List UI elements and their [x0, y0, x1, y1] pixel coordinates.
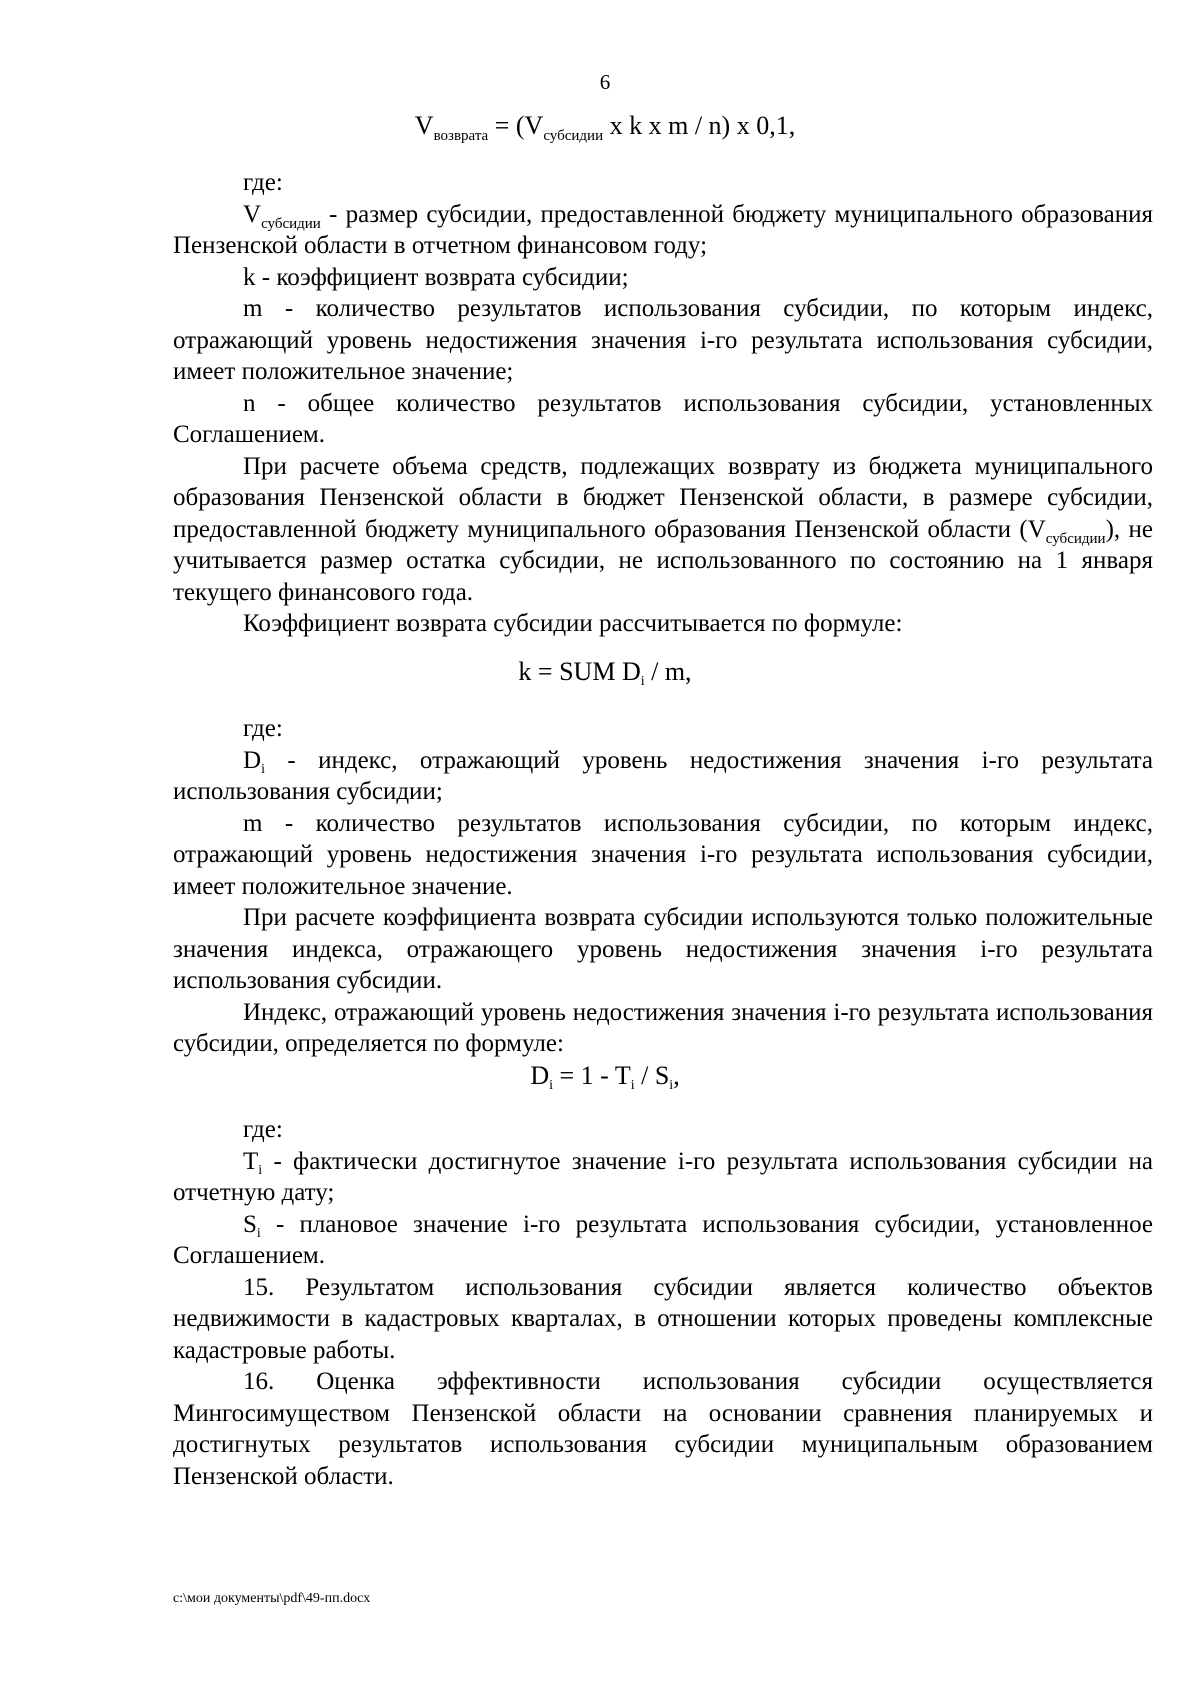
formula-d: Di = 1 - Ti / Si,	[530, 1061, 680, 1093]
formula-k: k = SUM Di / m,	[518, 657, 692, 689]
where-label: где:	[243, 715, 283, 742]
paragraph-index-intro: Индекс, отражающий уровень недостижения значения i-го результата использования субсидии, определяется по формуле:	[173, 998, 1153, 1057]
def-m-2: m - количество результатов использования субсидии, по которым индекс, отражающий уровень недостижения значения i-го результата использования субсидии, имеет положительное значение.	[173, 809, 1153, 900]
paragraph-coef-intro: Коэффициент возврата субсидии рассчитывается по формуле:	[243, 610, 903, 637]
def-s: $S_i$ - плановое значение i-го результата использования субсидии, установленное Соглашением.	[173, 1210, 1153, 1269]
def-k: k - коэффициент возврата субсидии;	[243, 263, 629, 291]
where-label: где:	[243, 169, 283, 196]
definitions-block-1	[173, 167, 1153, 640]
def-m: m - количество результатов использования субсидии, по которым индекс, отражающий уровень недостижения значения i-го результата использования субсидии, имеет положительное значение;	[173, 295, 1153, 385]
def-t: $T_i$ - фактически достигнутое значение i-го результата использования субсидии на отчетную дату;	[173, 1147, 1153, 1206]
definitions-block-2	[173, 713, 1153, 1060]
paragraph-calculation-note: При расчете объема средств, подлежащих возврату из бюджета муниципального образования Пензенской области в бюджет Пензенской области, в размере субсидии, предоставленной бюджету муниципального образования Пензенской области $(V_{субсидии})$, не учитывается размер остатка субсидии, не использованного по состоянию на 1 января текущего финансового года.	[173, 452, 1153, 606]
clause-16: 16. Оценка эффективности использования субсидии осуществляется Мингосимуществом Пензенской области на основании сравнения планируемых и достигнутых результатов использования субсидии муниципальным образованием Пензенской области.	[173, 1368, 1153, 1490]
paragraph-positive-values: При расчете коэффициента возврата субсидии используются только положительные значения индекса, отражающего уровень недостижения значения i-го результата использования субсидии.	[173, 904, 1153, 994]
def-v-subsidy: $V_{субсидии}$ - размер субсидии, предоставленной бюджету муниципального образования Пензенской области в отчетном финансовом году;	[173, 200, 1153, 259]
def-n: n - общее количество результатов использования субсидии, установленных Соглашением.	[173, 389, 1153, 448]
formula-return-volume: $V_{возврата} = (V_{субсидии}$ x k x m / n) x 0,1,	[414, 111, 796, 144]
definitions-block-3	[173, 1114, 1153, 1492]
clause-15: 15. Результатом использования субсидии является количество объектов недвижимости в кадастровых кварталах, в отношении которых проведены комплексные кадастровые работы.	[173, 1273, 1153, 1364]
def-d: $D_i$ - индекс, отражающий уровень недостижения значения i-го результата использования субсидии;	[173, 746, 1153, 805]
where-label: где:	[243, 1116, 283, 1143]
page-number: 6	[599, 70, 611, 94]
footer-file-path: c:\мои документы\pdf\49-пп.docx	[173, 1591, 371, 1606]
